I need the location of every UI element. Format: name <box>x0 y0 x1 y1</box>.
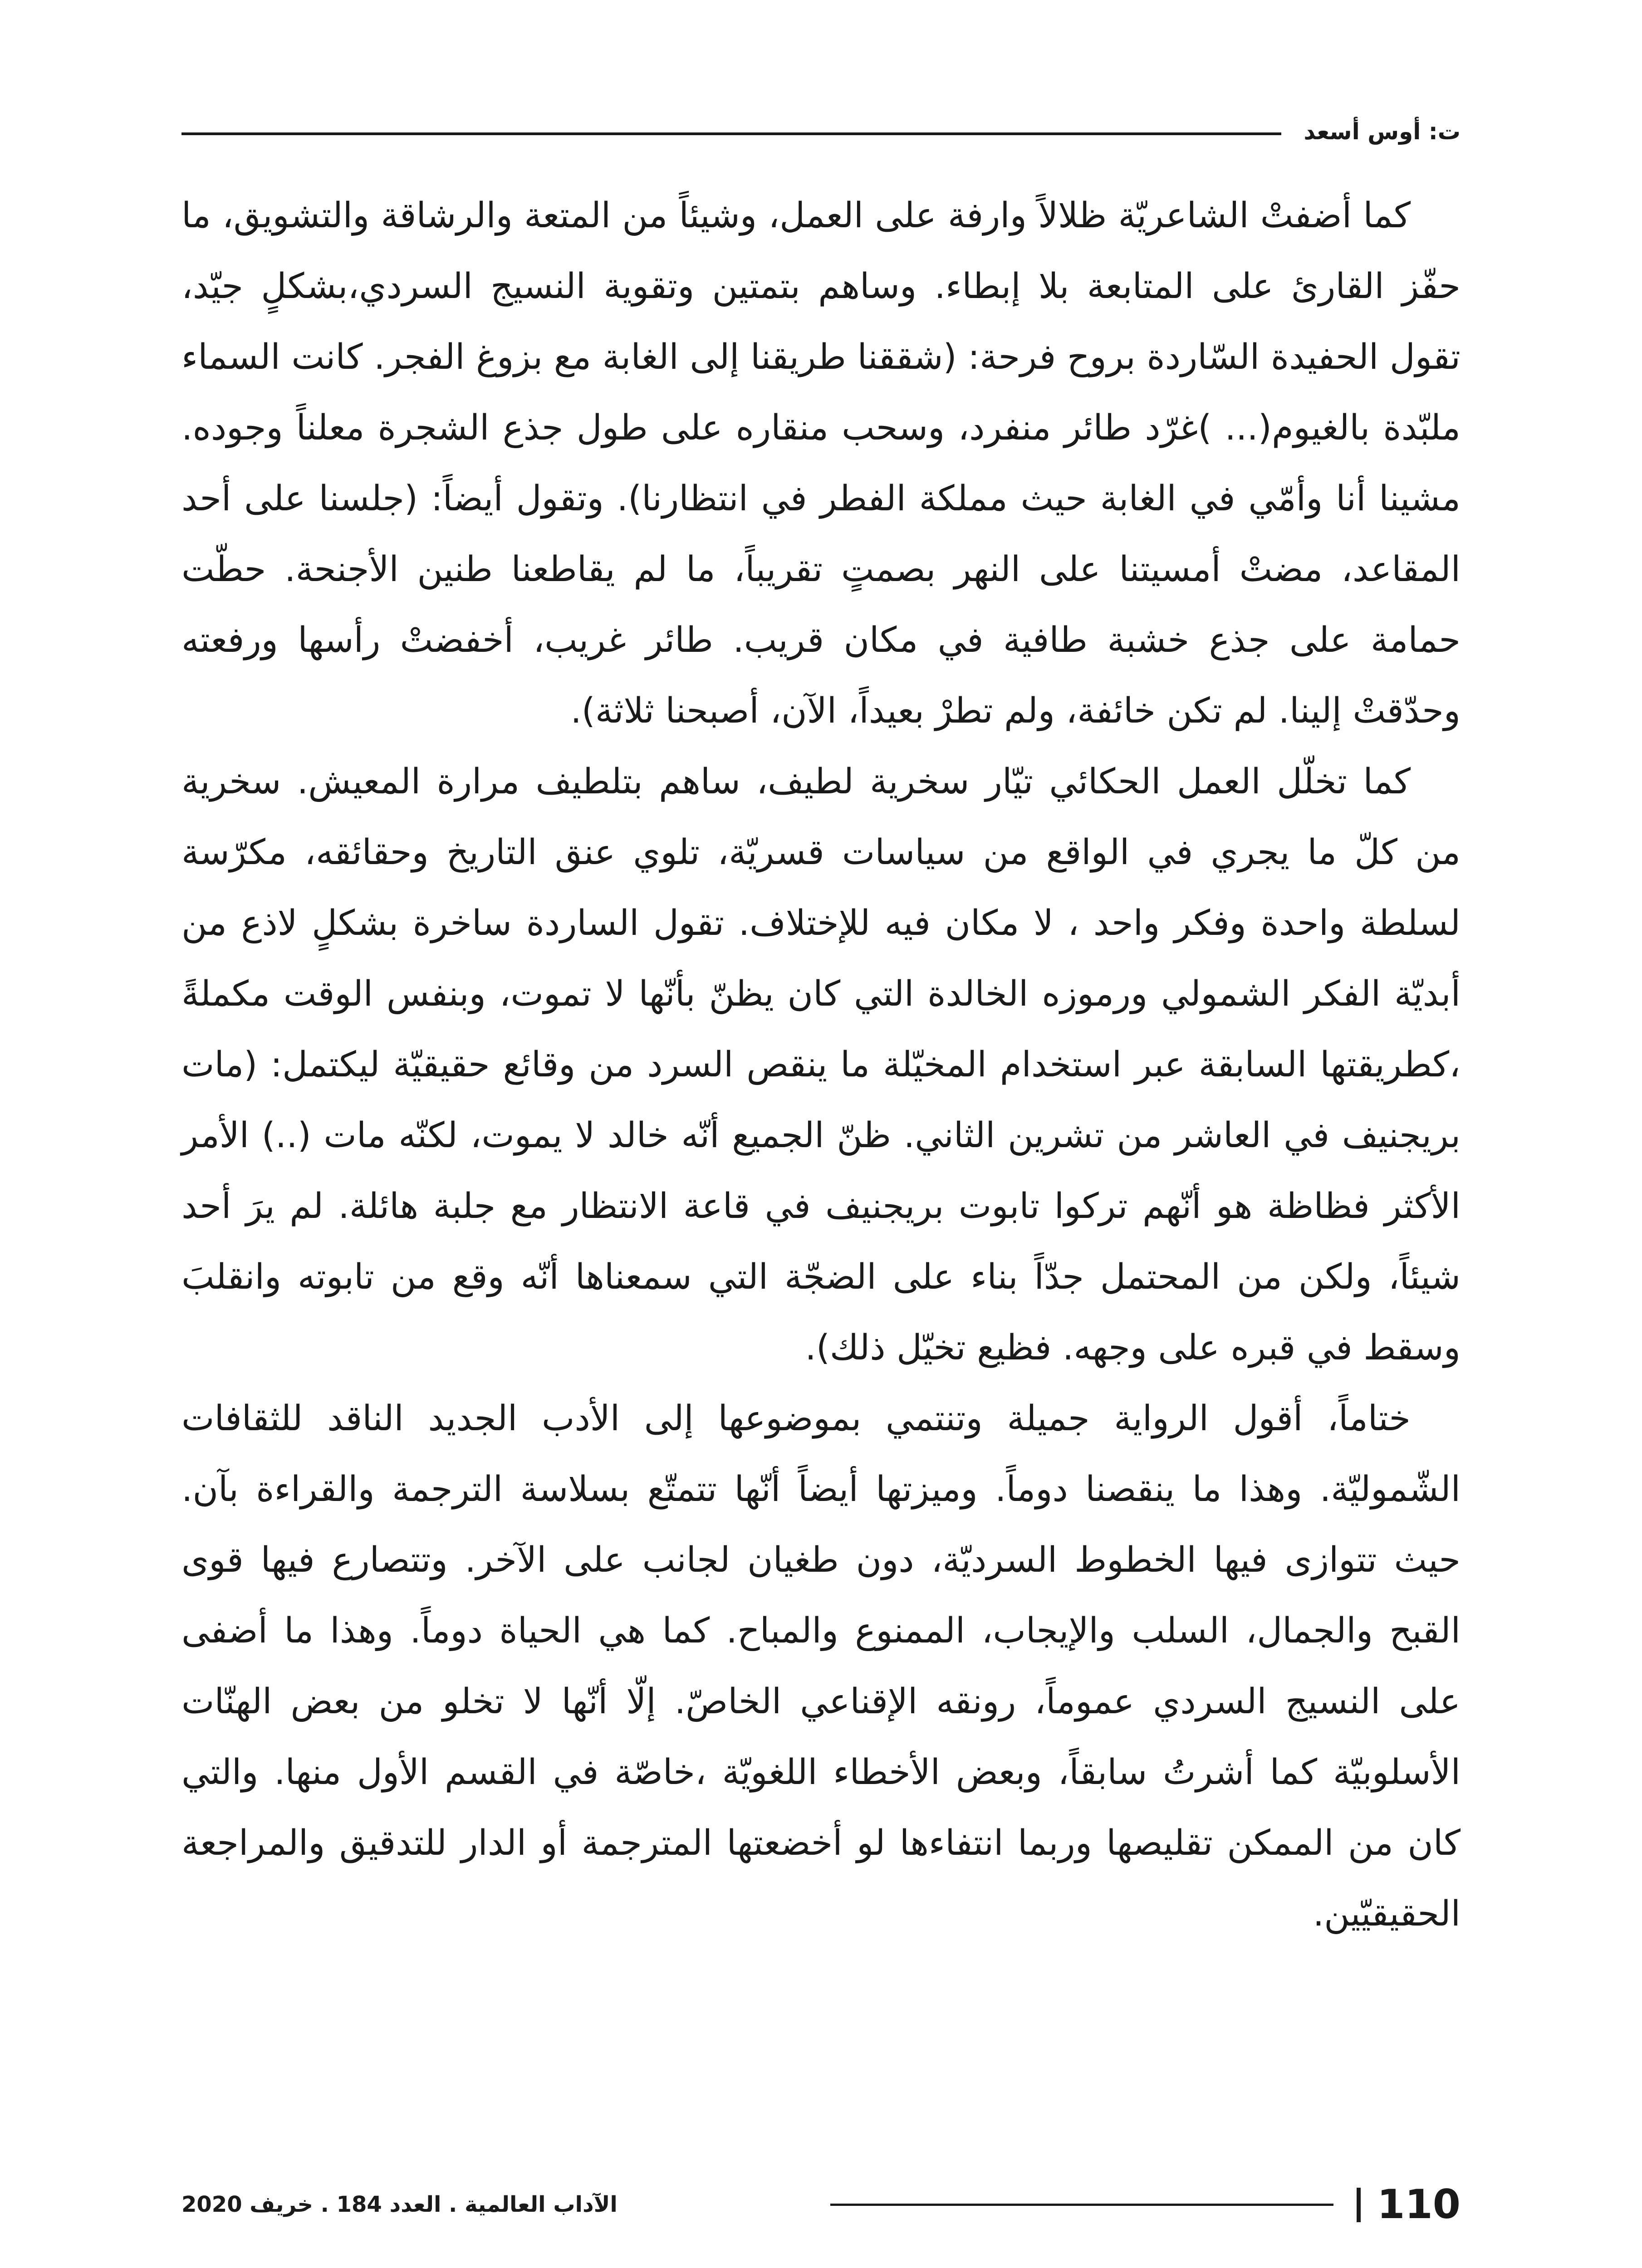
article-body <box>181 181 1461 1950</box>
paragraph-irony: كما تخلّل العمل الحكائي تيّار سخرية لطيف، ساهم بتلطيف مرارة المعيش. سخرية من كلّ ما يجري في الواقع من سياسات قسريّة، تلوي عنق التاريخ وحقائقه، مكرّسة لسلطة واحدة وفكر واحد ، لا مكان فيه للإختلاف. تقول الساردة ساخرة بشكلٍ لاذع من أبديّة الفكر الشمولي ورموزه الخالدة التي كان يظنّ بأنّها لا تموت، وبنفس الوقت مكملةً ،كطريقتها السابقة عبر استخدام المخيّلة ما ينقص السرد من وقائع حقيقيّة ليكتمل: (مات بريجنيف في العاشر من تشرين الثاني. ظنّ الجميع أنّه خالد لا يموت، لكنّه مات (..) الأمر الأكثر فظاظة هو أنّهم تركوا تابوت بريجنيف في قاعة الانتظار مع جلبة هائلة. لم يرَ أحد شيئاً، ولكن من المحتمل جدّاً بناء على الضجّة التي سمعناها أنّه وقع من تابوته وانقلبَ وسقط في قبره على وجهه. فظيع تخيّل ذلك). <box>181 762 1461 1368</box>
translator-credit: ت: أوس أسعد <box>1304 118 1461 145</box>
page-number: 110 <box>1377 2181 1461 2228</box>
header-rule <box>181 132 1281 135</box>
page-footer <box>181 2180 1461 2229</box>
page-header <box>181 113 1461 150</box>
footer-bar <box>1357 2188 1361 2222</box>
paragraph-conclusion: ختاماً، أقول الرواية جميلة وتنتمي بموضوعها إلى الأدب الجديد الناقد للثقافات الشّموليّة. وهذا ما ينقصنا دوماً. وميزتها أيضاً أنّها تتمتّع بسلاسة الترجمة والقراءة بآن. حيث تتوازى فيها الخطوط السرديّة، دون طغيان لجانب على الآخر. وتتصارع فيها قوى القبح والجمال، السلب والإيجاب، الممنوع والمباح. كما هي الحياة دوماً. وهذا ما أضفى على النسيج السردي عموماً، رونقه الإقناعي الخاصّ. إلّا أنّها لا تخلو من بعض الهنّات الأسلوبيّة كما أشرتُ سابقاً، وبعض الأخطاء اللغويّة ،خاصّة في القسم الأول منها. والتي كان من الممكن تقليصها وربما انتفاءها لو أخضعتها المترجمة أو الدار للتدقيق والمراجعة الحقيقيّين. <box>181 1398 1461 1934</box>
footer-rule <box>830 2204 1333 2206</box>
journal-issue: الآداب العالمية . العدد 184 . خريف 2020 <box>181 2192 618 2217</box>
paragraph-poetics: كما أضفتْ الشاعريّة ظلالاً وارفة على العمل، وشيئاً من المتعة والرشاقة والتشويق، ما حفّز القارئ على المتابعة بلا إبطاء. وساهم بتمتين وتقوية النسيج السردي،بشكلٍ جيّد، تقول الحفيدة السّاردة بروح فرحة: (شققنا طريقنا إلى الغابة مع بزوغ الفجر. كانت السماء ملبّدة بالغيوم(... )غرّد طائر منفرد، وسحب منقاره على طول جذع الشجرة معلناً وجوده. مشينا أنا وأمّي في الغابة حيث مملكة الفطر في انتظارنا). وتقول أيضاً: (جلسنا على أحد المقاعد، مضتْ أمسيتنا على النهر بصمتٍ تقريباً، ما لم يقاطعنا طنين الأجنحة. حطّت حمامة على جذع خشبة طافية في مكان قريب. طائر غريب، أخفضتْ رأسها ورفعته وحدّقتْ إلينا. لم تكن خائفة، ولم تطرْ بعيداً، الآن، أصبحنا ثلاثة). <box>181 196 1461 731</box>
